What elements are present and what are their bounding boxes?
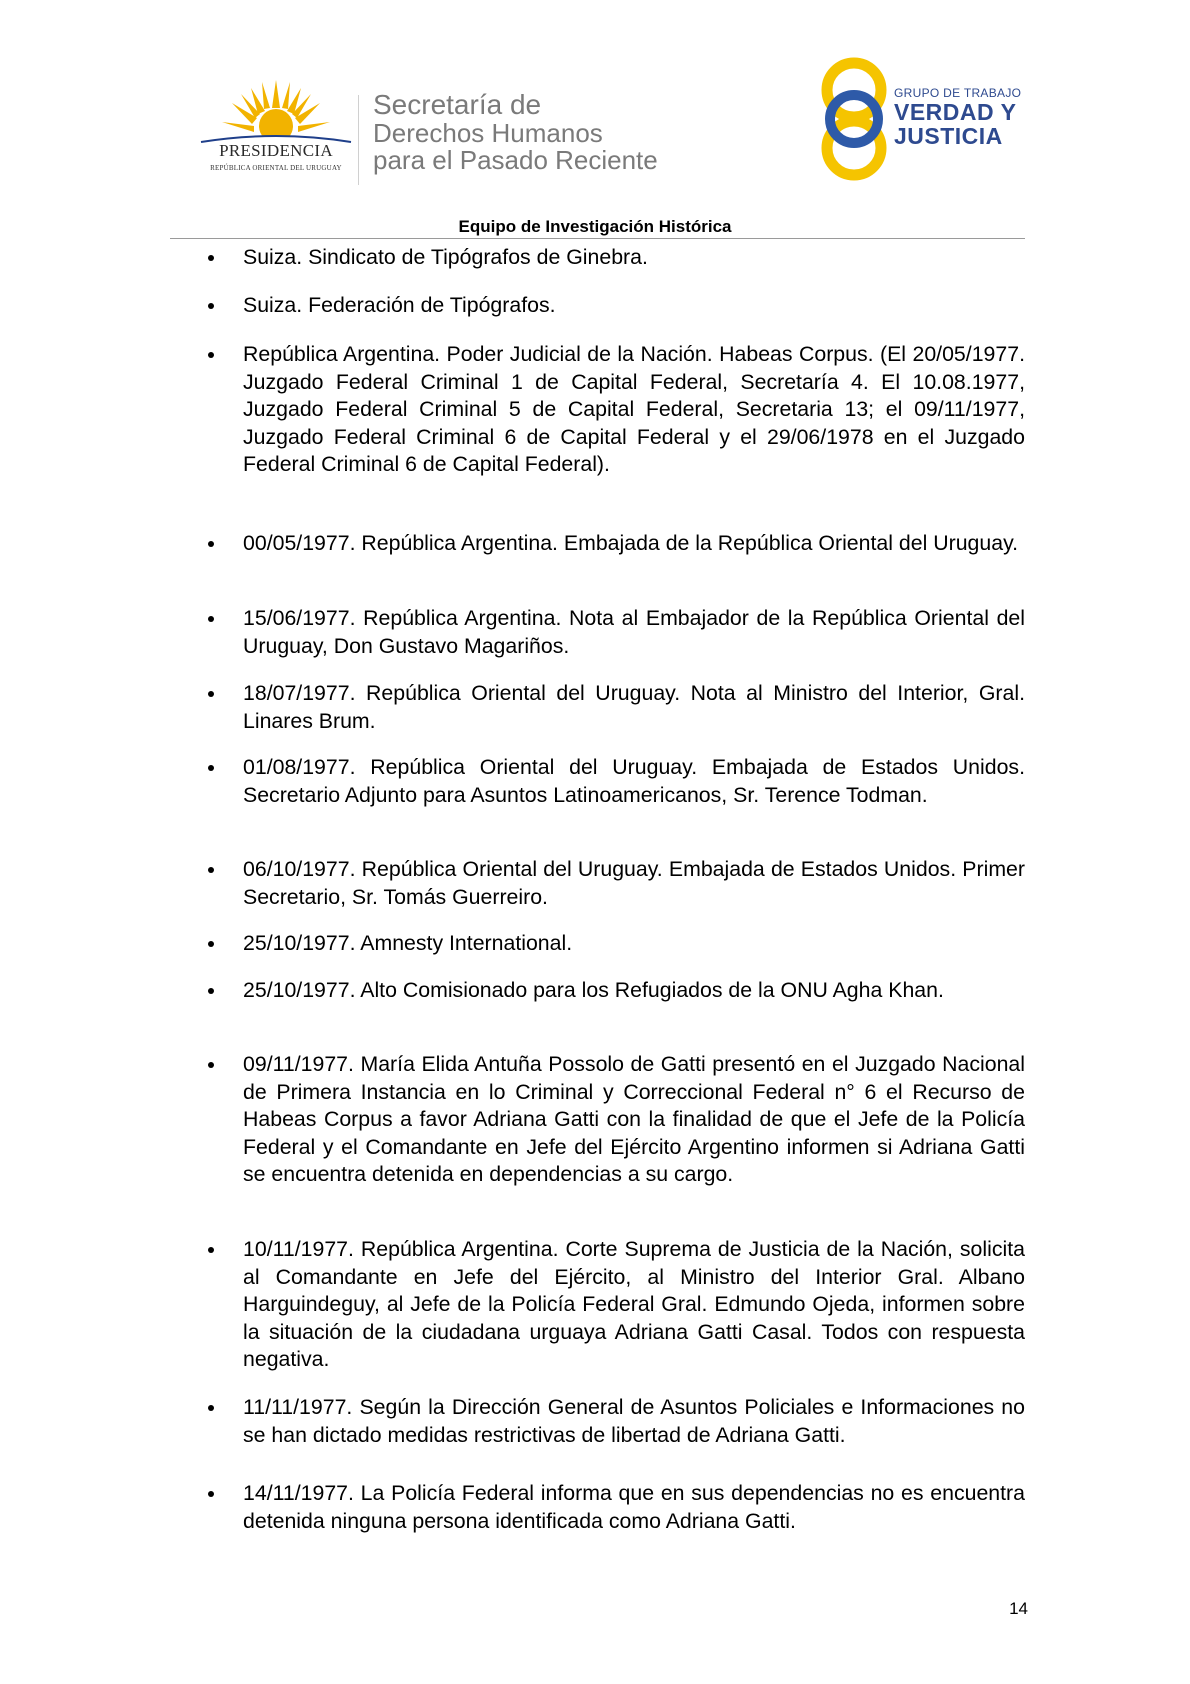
- list-item-text: 00/05/1977. República Argentina. Embajada de la República Oriental del Uruguay.: [243, 531, 1019, 555]
- bullet-icon: [208, 1405, 214, 1411]
- list-item-text: 10/11/1977. República Argentina. Corte Suprema de Justicia de la Nación, solicita al Comandante en Jefe del Ejército, al Ministro del Interior Gral. Albano Harguindeguy, al Jefe de la Policía Federal Gral. Edmundo Ojeda, informen sobre la situación de la ciudadana urguaya Adriana Gatti Casal. Todos con respuesta negativa.: [243, 1237, 1025, 1371]
- bullet-icon: [208, 303, 214, 309]
- grupo-subtitle: GRUPO DE TRABAJO: [894, 86, 1022, 100]
- bullet-icon: [208, 255, 214, 261]
- bullet-icon: [208, 988, 214, 994]
- bullet-icon: [208, 765, 214, 771]
- secretaria-line-1: Secretaría de: [373, 89, 542, 120]
- team-title: Equipo de Investigación Histórica: [458, 217, 732, 236]
- presidencia-name: PRESIDENCIA: [219, 141, 333, 160]
- bullet-icon: [208, 867, 214, 873]
- list-item-text: Suiza. Federación de Tipógrafos.: [243, 293, 556, 317]
- bullet-icon: [208, 616, 214, 622]
- list-item-text: 11/11/1977. Según la Dirección General de Asuntos Policiales e Informaciones no se han dictado medidas restrictivas de libertad de Adriana Gatti.: [243, 1395, 1025, 1447]
- list-item-text: 14/11/1977. La Policía Federal informa que en sus dependencias no es encuentra detenida ninguna persona identificada como Adriana Gatti.: [243, 1481, 1025, 1533]
- secretaria-line-2: Derechos Humanos: [373, 118, 603, 148]
- list-item-text: 01/08/1977. República Oriental del Uruguay. Embajada de Estados Unidos. Secretario Adjunto para Asuntos Latinoamericanos, Sr. Terence Todman.: [243, 755, 1025, 807]
- list-item-text: República Argentina. Poder Judicial de la Nación. Habeas Corpus. (El 20/05/1977. Juzgado Federal Criminal 1 de Capital Federal, Secretaría 4. El 10.08.1977, Juzgado Federal Criminal 5 de Capital Federal, Secretaria 13; el 09/11/1977, Juzgado Federal Criminal 6 de Capital Federal y el 29/06/1978 en el Juzgado Federal Criminal 6 de Capital Federal).: [243, 342, 1025, 476]
- bullet-icon: [208, 541, 214, 547]
- bullet-icon: [208, 691, 214, 697]
- list-item-text: Suiza. Sindicato de Tipógrafos de Ginebra.: [243, 245, 648, 269]
- bullet-icon: [208, 941, 214, 947]
- grupo-title-line-2: JUSTICIA: [894, 123, 1003, 149]
- page-number: 14: [1009, 1599, 1028, 1618]
- list-item-text: 06/10/1977. República Oriental del Uruguay. Embajada de Estados Unidos. Primer Secretario, Sr. Tomás Guerreiro.: [243, 857, 1025, 909]
- secretaria-line-3: para el Pasado Reciente: [373, 145, 658, 175]
- list-item-text: 15/06/1977. República Argentina. Nota al Embajador de la República Oriental del Uruguay, Don Gustavo Magariños.: [243, 606, 1025, 658]
- bullet-icon: [208, 1247, 214, 1253]
- list-item-text: 25/10/1977. Amnesty International.: [243, 931, 573, 955]
- grupo-title-line-1: VERDAD Y: [894, 99, 1017, 125]
- bullet-icon: [208, 1491, 214, 1497]
- list-item-text: 18/07/1977. República Oriental del Uruguay. Nota al Ministro del Interior, Gral. Linares Brum.: [243, 681, 1025, 733]
- bullet-icon: [208, 352, 214, 358]
- list-item-text: 25/10/1977. Alto Comisionado para los Refugiados de la ONU Agha Khan.: [243, 978, 944, 1002]
- presidencia-subtitle: REPÚBLICA ORIENTAL DEL URUGUAY: [210, 164, 342, 172]
- list-item-text: 09/11/1977. María Elida Antuña Possolo de Gatti presentó en el Juzgado Nacional de Primera Instancia en lo Criminal y Correccional Federal n° 6 el Recurso de Habeas Corpus a favor Adriana Gatti con la finalidad de que el Jefe de la Policía Federal y el Comandante en Jefe del Ejército Argentino informen si Adriana Gatti se encuentra detenida en dependencias a su cargo.: [243, 1052, 1025, 1186]
- bullet-icon: [208, 1062, 214, 1068]
